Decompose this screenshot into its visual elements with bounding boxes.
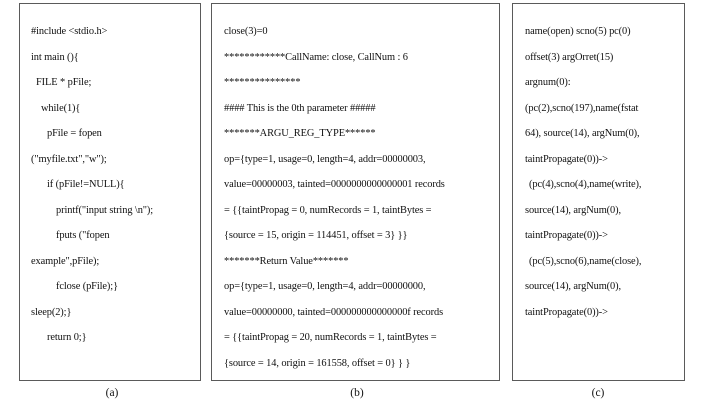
code-line: if (pFile!=NULL){ — [47, 179, 125, 190]
code-line: *************** — [224, 77, 301, 88]
code-line: fclose (pFile);} — [56, 281, 118, 292]
code-line: *******Return Value******* — [224, 255, 349, 267]
code-line: #include <stdio.h> — [31, 26, 108, 37]
code-line: offset(3) argOrret(15) — [525, 51, 614, 63]
code-line: taintPropagate(0))-> — [525, 306, 608, 318]
code-line: return 0;} — [47, 332, 87, 343]
code-line: ************CallName: close, CallNum : 6 — [224, 51, 408, 63]
code-line: name(open) scno(5) pc(0) — [525, 26, 631, 37]
code-line: (pc(2),scno(197),name(fstat — [525, 102, 639, 114]
caption-c: (c) — [591, 387, 605, 399]
code-line: sleep(2);} — [31, 306, 72, 318]
code-line: example",pFile); — [31, 255, 100, 267]
code-line: *******ARGU_REG_TYPE****** — [224, 128, 376, 139]
panel-c-propagation-chain — [512, 3, 685, 381]
caption-a: (a) — [105, 387, 119, 399]
code-line: fputs ("fopen — [56, 230, 110, 241]
code-line: (pc(5),scno(6),name(close), — [529, 255, 642, 267]
code-line: {source = 14, origin = 161558, offset = 0} } } — [224, 357, 411, 369]
code-line: printf("input string \n"); — [56, 204, 154, 216]
code-line: op={type=1, usage=0, length=4, addr=00000000, — [224, 281, 426, 292]
code-line: taintPropagate(0))-> — [525, 230, 608, 241]
code-line: FILE * pFile; — [36, 77, 92, 88]
code-line: pFile = fopen — [47, 128, 102, 139]
code-line: taintPropagate(0))-> — [525, 153, 608, 165]
code-line: source(14), argNum(0), — [525, 204, 621, 216]
code-line: value=00000000, tainted=000000000000000f records — [224, 306, 444, 318]
code-line: argnum(0): — [525, 77, 571, 88]
code-line: = {{taintPropag = 0, numRecords = 1, taintBytes = — [224, 204, 432, 216]
code-line: close(3)=0 — [224, 26, 268, 37]
code-line: (pc(4),scno(4),name(write), — [529, 179, 642, 190]
code-line: while(1){ — [41, 102, 81, 114]
code-line: ("myfile.txt","w"); — [31, 153, 107, 165]
code-line: #### This is the 0th parameter ##### — [224, 102, 376, 114]
code-line: int main (){ — [31, 51, 79, 63]
panel-a-source-code — [19, 3, 201, 381]
code-line: op={type=1, usage=0, length=4, addr=00000003, — [224, 153, 426, 165]
code-line: source(14), argNum(0), — [525, 281, 621, 292]
panel-b-taint-log — [211, 3, 500, 381]
code-line: 64), source(14), argNum(0), — [525, 128, 640, 139]
caption-b: (b) — [350, 387, 364, 399]
code-line: {source = 15, origin = 114451, offset = 3} }} — [224, 230, 408, 241]
code-line: = {{taintPropag = 20, numRecords = 1, taintBytes = — [224, 332, 437, 343]
code-line: value=00000003, tainted=0000000000000001 records — [224, 179, 445, 190]
